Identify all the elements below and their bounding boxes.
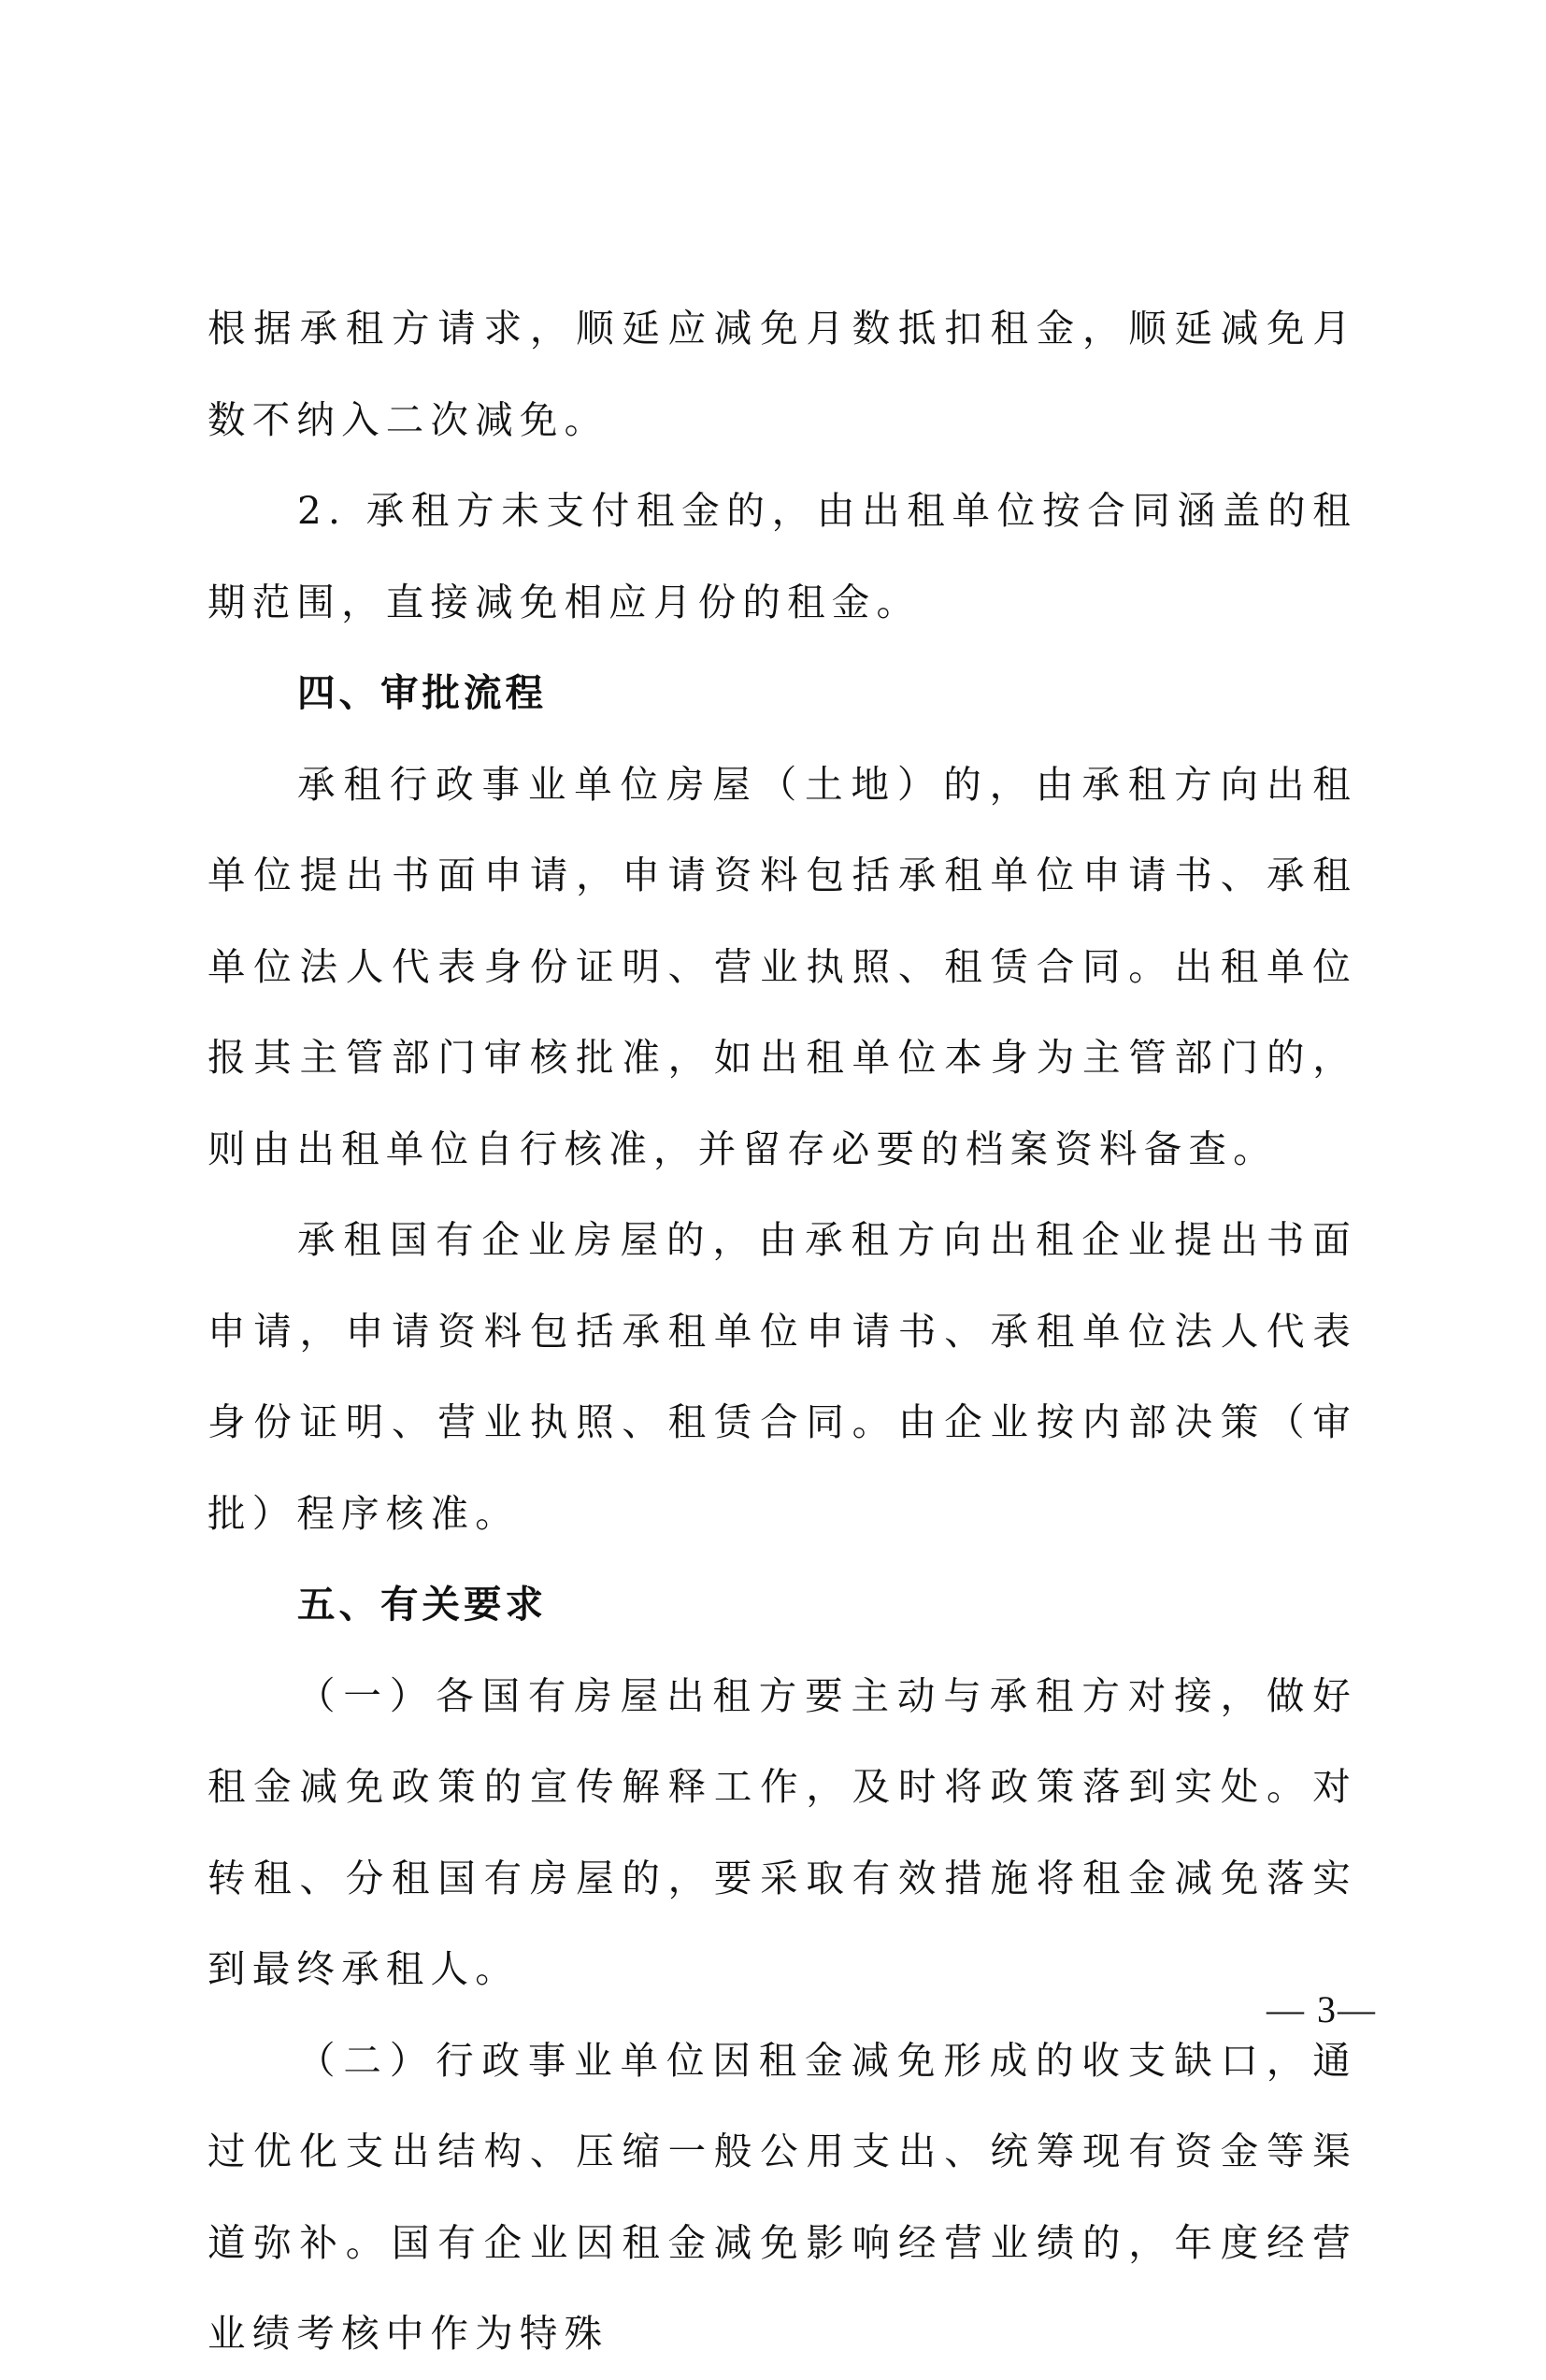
paragraph-unpaid-rent: 2. 承租方未支付租金的，由出租单位按合同涵盖的租期范围，直接减免相应月份的租金。 <box>208 488 1357 624</box>
section-heading-requirements: 五、有关要求 <box>297 1582 547 1627</box>
paragraph-state-owned-enterprises: 承租国有企业房屋的，由承租方向出租企业提出书面申请，申请资料包括承租单位申请书、承租单位法人代表身份证明、营业执照、租赁合同。由企业按内部决策（审批）程序核准。 <box>208 1217 1357 1536</box>
paragraph-requirement-two: （二）行政事业单位因租金减免形成的收支缺口，通过优化支出结构、压缩一般公用支出、统筹现有资金等渠道弥补。国有企业因租金减免影响经营业绩的，年度经营业绩考核中作为特殊 <box>208 2037 1357 2356</box>
body-text <box>208 283 1357 2380</box>
page-number: — 3— <box>1267 1988 1377 2030</box>
paragraph-continuation: 根据承租方请求，顺延应减免月数抵扣租金，顺延减免月数不纳入二次减免。 <box>208 306 1357 442</box>
paragraph-administrative-units: 承租行政事业单位房屋（土地）的，由承租方向出租单位提出书面申请，申请资料包括承租单位申请书、承租单位法人代表身份证明、营业执照、租赁合同。出租单位报其主管部门审核批准，如出租单位本身为主管部门的，则由出租单位自行核准，并留存必要的档案资料备查。 <box>208 761 1357 1171</box>
section-heading-approval-process: 四、审批流程 <box>297 670 547 715</box>
paragraph-requirement-one: （一）各国有房屋出租方要主动与承租方对接，做好租金减免政策的宣传解释工作，及时将政策落到实处。对转租、分租国有房屋的，要采取有效措施将租金减免落实到最终承租人。 <box>208 1672 1357 1991</box>
